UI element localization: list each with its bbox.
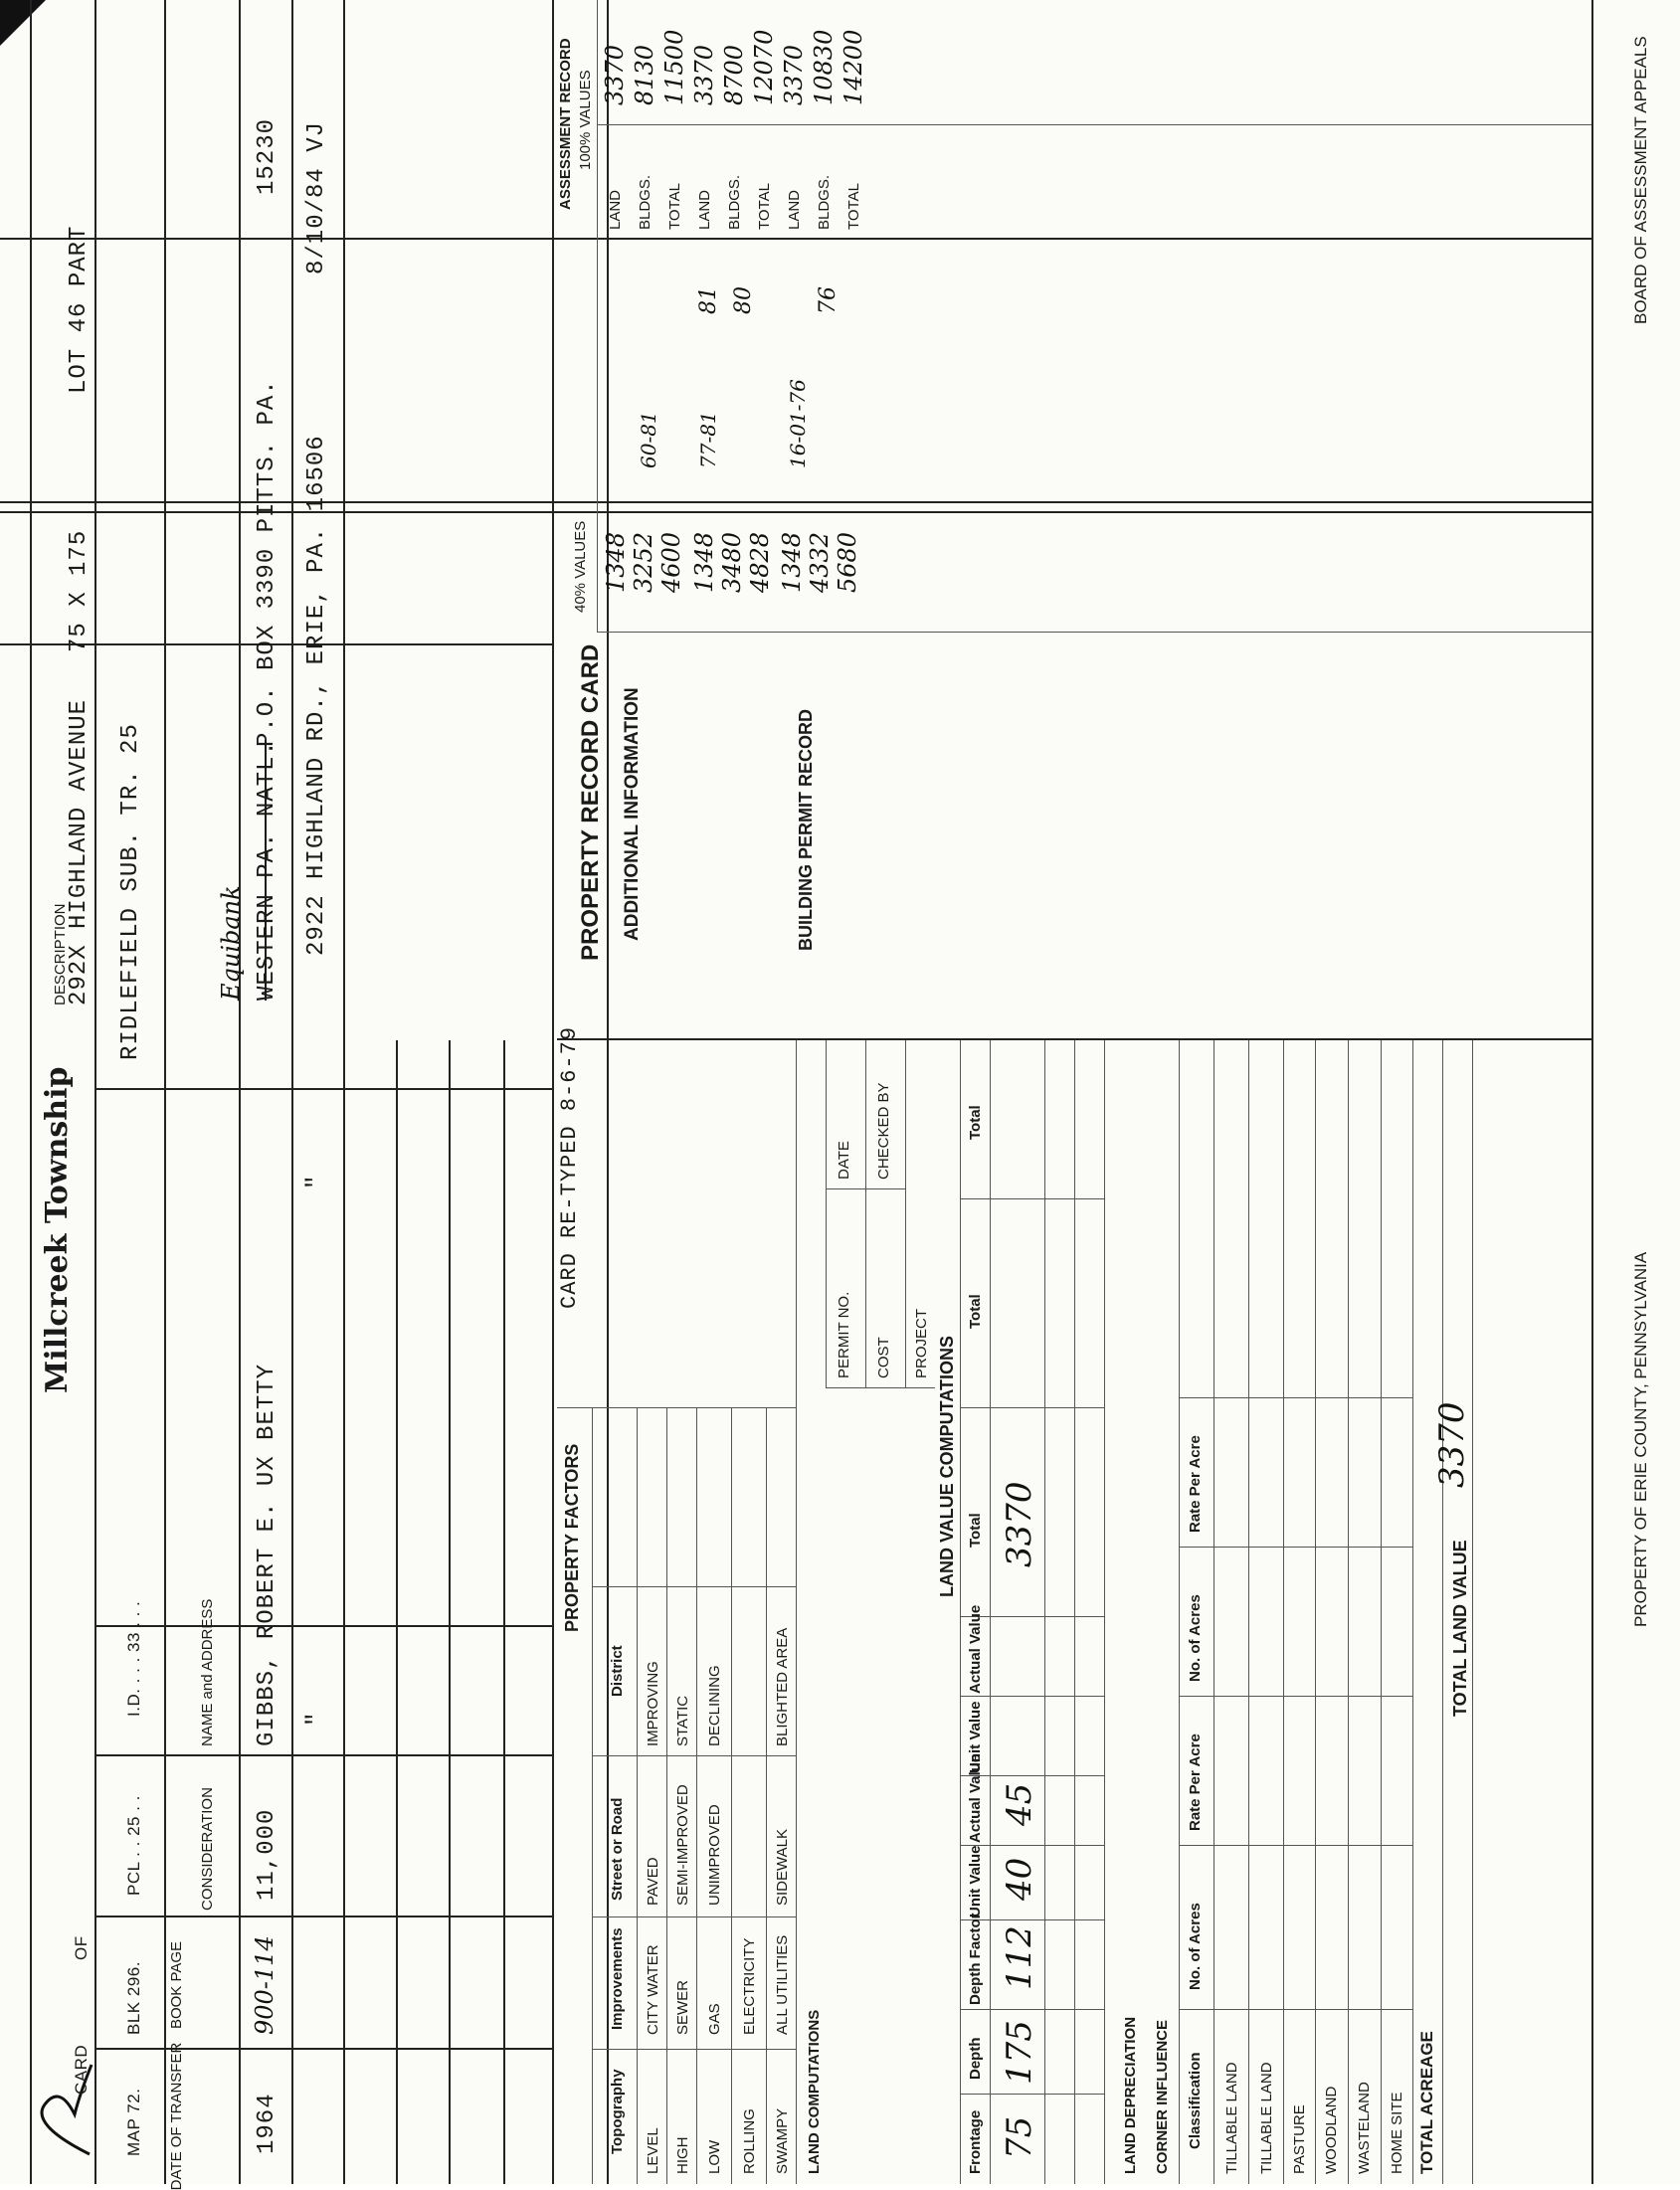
street-unimproved: UNIMPROVED (706, 1804, 723, 1906)
assessment-label-land-2: LAND (696, 189, 713, 230)
classification-wasteland: WASTELAND (1356, 2082, 1373, 2174)
transfer-new-owner: Equibank (217, 885, 245, 1001)
name-address-header: NAME and ADDRESS (199, 1598, 216, 1746)
land-computations-label: LAND COMPUTATIONS (806, 2009, 823, 2174)
lv-actual-value: 45 (1000, 1782, 1039, 1826)
total-land-value: 3370 (1432, 1401, 1472, 1488)
classification-home-site: HOME SITE (1389, 2092, 1405, 2174)
lv-header-total-1: Total (967, 1513, 984, 1548)
district-improving: IMPROVING (645, 1661, 661, 1746)
corner-cut (0, 0, 46, 46)
assessment-subtitle: 100% VALUES (577, 70, 594, 170)
v40-6: 4828 (746, 531, 774, 593)
district-header: District (609, 1645, 626, 1697)
assessment-title: ASSESSMENT RECORD (557, 38, 574, 210)
permit-no-label: PERMIT NO. (836, 1291, 852, 1378)
land-value-title: LAND VALUE COMPUTATIONS (937, 1336, 957, 1597)
lv-frontage: 75 (1000, 2115, 1039, 2159)
assessment-value-2: 8130 (631, 44, 658, 105)
classification-tillable-1: TILLABLE LAND (1223, 2062, 1240, 2174)
assessment-label-bldgs-2: BLDGS. (726, 174, 743, 230)
card-label: CARD (72, 2044, 91, 2095)
footer-right: BOARD OF ASSESSMENT APPEALS (1631, 36, 1650, 324)
description-value: 292X HIGHLAND AVENUE (66, 698, 93, 1005)
v40-2: 3252 (630, 531, 657, 593)
topography-swampy: SWAMPY (774, 2107, 791, 2174)
assessment-value-5: 8700 (720, 44, 748, 105)
values-40-label: 40% VALUES (572, 520, 589, 613)
district-declining: DECLINING (706, 1665, 723, 1746)
improvement-all-utilities: ALL UTILITIES (774, 1934, 791, 2035)
transfer-old-owner: WESTERN PA. NATL. (254, 740, 280, 1001)
lv-total: 3370 (1000, 1481, 1039, 1567)
permit-date-label: DATE (836, 1141, 852, 1180)
lv-header-depth-factor: Depth Factor (967, 1913, 984, 2005)
map-label: MAP 72. (124, 2088, 143, 2156)
assessment-label-total-3: TOTAL (845, 183, 862, 230)
total-land-value-label: TOTAL LAND VALUE (1450, 1540, 1470, 1717)
transfer-note-2: 8/10/84 VJ (303, 120, 330, 274)
v40-3: 4600 (657, 531, 685, 593)
permit-cost-label: COST (875, 1337, 892, 1378)
transfer-zip: 15230 (254, 117, 280, 195)
subdivision: RIDLEFIELD SUB. TR. 25 (117, 723, 144, 1060)
lv-depth: 175 (1000, 2020, 1039, 2085)
lv-unit-value: 40 (1000, 1857, 1039, 1901)
improvement-city-water: CITY WATER (645, 1944, 661, 2035)
assessment-value-6: 12070 (750, 29, 778, 105)
acreage-header-classification: Classification (1187, 2052, 1204, 2149)
card-retyped: CARD RE-TYPED 8-6-79 (557, 1025, 582, 1309)
lv-header-total-3: Total (967, 1105, 984, 1140)
transfer-address-2: 2922 HIGHLAND RD., ERIE, PA. 16506 (303, 435, 330, 956)
lv-header-unit-value: Unit Value (967, 1845, 984, 1917)
acreage-header-rate-1: Rate Per Acre (1187, 1734, 1204, 1831)
lot-description: LOT 46 PART (66, 225, 93, 394)
description-label: DESCRIPTION (52, 903, 69, 1005)
assessment-label-bldgs-3: BLDGS. (816, 174, 833, 230)
classification-woodland: WOODLAND (1323, 2086, 1340, 2174)
district-blighted: BLIGHTED AREA (774, 1627, 791, 1746)
topography-level: LEVEL (645, 2127, 661, 2174)
topography-high: HIGH (674, 2136, 691, 2174)
consideration-header: CONSIDERATION (199, 1787, 216, 1911)
assessment-value-4: 3370 (690, 44, 718, 105)
stamp-6: 76 (816, 286, 840, 314)
v40-4: 1348 (690, 531, 718, 593)
stamp-5: 80 (731, 286, 756, 314)
lot-size: 75 X 175 (66, 529, 93, 652)
transfer-address: P.O. BOX 3390 PITTS. PA. (254, 379, 280, 747)
date-of-transfer-header: DATE OF TRANSFER (168, 2042, 185, 2190)
acreage-header-acres-1: No. of Acres (1187, 1903, 1204, 1990)
classification-pasture: PASTURE (1291, 2104, 1308, 2174)
township-name: Millcreek Township (40, 1066, 75, 1393)
topography-low: LOW (706, 2139, 723, 2174)
transfer-ditto-name: " (303, 1711, 330, 1727)
transfer-date: 1964 (254, 2093, 280, 2154)
assessment-label-total-1: TOTAL (666, 183, 683, 230)
transfer-ditto-2: " (303, 1174, 330, 1189)
transfer-owner-name: GIBBS, ROBERT E. UX BETTY (254, 1363, 280, 1746)
of-label: OF (72, 1935, 91, 1960)
topography-header: Topography (609, 2069, 626, 2154)
record-card-title: PROPERTY RECORD CARD (577, 643, 604, 961)
assessment-value-1: 3370 (601, 44, 629, 105)
permit-project-label: PROJECT (913, 1308, 930, 1378)
pcl-label: PCL . . 25 . . (124, 1795, 143, 1896)
classification-tillable-2: TILLABLE LAND (1258, 2062, 1275, 2174)
transfer-book-page: 900-114 (251, 1935, 279, 2035)
improvement-gas: GAS (706, 2003, 723, 2035)
v40-7: 1348 (778, 531, 806, 593)
land-depreciation-label: LAND DEPRECIATION (1122, 2016, 1139, 2174)
stamp-1: 60-81 (637, 411, 660, 468)
corner-influence-label: CORNER INFLUENCE (1154, 2019, 1171, 2174)
lv-header-total-2: Total (967, 1294, 984, 1329)
lv-header-actual-value-2: Actual Value (967, 1604, 984, 1694)
assessment-label-land-3: LAND (786, 189, 803, 230)
assessment-value-9: 14200 (840, 29, 867, 105)
stamp-4: 81 (696, 286, 721, 314)
lv-header-actual-value: Actual Value (967, 1753, 984, 1843)
lv-depth-factor: 112 (1000, 1925, 1039, 1990)
lv-header-frontage: Frontage (967, 2109, 984, 2174)
assessment-label-total-2: TOTAL (756, 183, 773, 230)
assessment-label-bldgs-1: BLDGS. (637, 174, 653, 230)
acreage-header-rate-2: Rate Per Acre (1187, 1435, 1204, 1533)
blk-label: BLK 296. (124, 1961, 143, 2035)
stamp-3: 16-01-76 (786, 379, 810, 468)
improvements-header: Improvements (609, 1927, 626, 2030)
permit-title: BUILDING PERMIT RECORD (796, 709, 816, 951)
district-static: STATIC (674, 1695, 691, 1746)
v40-8: 4332 (806, 531, 834, 593)
assessment-value-3: 11500 (660, 29, 688, 105)
v40-1: 1348 (602, 531, 630, 593)
additional-info-label: ADDITIONAL INFORMATION (622, 687, 643, 941)
acreage-header-acres-2: No. of Acres (1187, 1594, 1204, 1682)
street-header: Street or Road (609, 1797, 626, 1901)
assessment-label-land-1: LAND (607, 189, 624, 230)
total-acreage-label: TOTAL ACREAGE (1417, 2031, 1436, 2174)
street-paved: PAVED (645, 1857, 661, 1906)
transfer-consideration: 11,000 (254, 1808, 280, 1901)
assessment-value-7: 3370 (780, 44, 808, 105)
book-page-header: BOOK PAGE (168, 1940, 185, 2030)
street-semi-improved: SEMI-IMPROVED (674, 1784, 691, 1906)
v40-5: 3480 (718, 531, 746, 593)
topography-rolling: ROLLING (741, 2108, 758, 2174)
id-label: I.D. . . . 33 . . . (124, 1600, 143, 1717)
v40-9: 5680 (834, 531, 861, 593)
improvement-electricity: ELECTRICITY (741, 1937, 758, 2035)
lv-header-unit-value-2: Unit Value (967, 1701, 984, 1773)
lv-header-depth: Depth (967, 2037, 984, 2080)
property-factors-title: PROPERTY FACTORS (562, 1443, 582, 1632)
stamp-2: 77-81 (696, 411, 720, 468)
assessment-value-8: 10830 (810, 29, 838, 105)
improvement-sewer: SEWER (674, 1979, 691, 2035)
street-sidewalk: SIDEWALK (774, 1829, 791, 1906)
permit-checked-by-label: CHECKED BY (875, 1082, 892, 1180)
footer-left: PROPERTY OF ERIE COUNTY, PENNSYLVANIA (1631, 1251, 1650, 1627)
